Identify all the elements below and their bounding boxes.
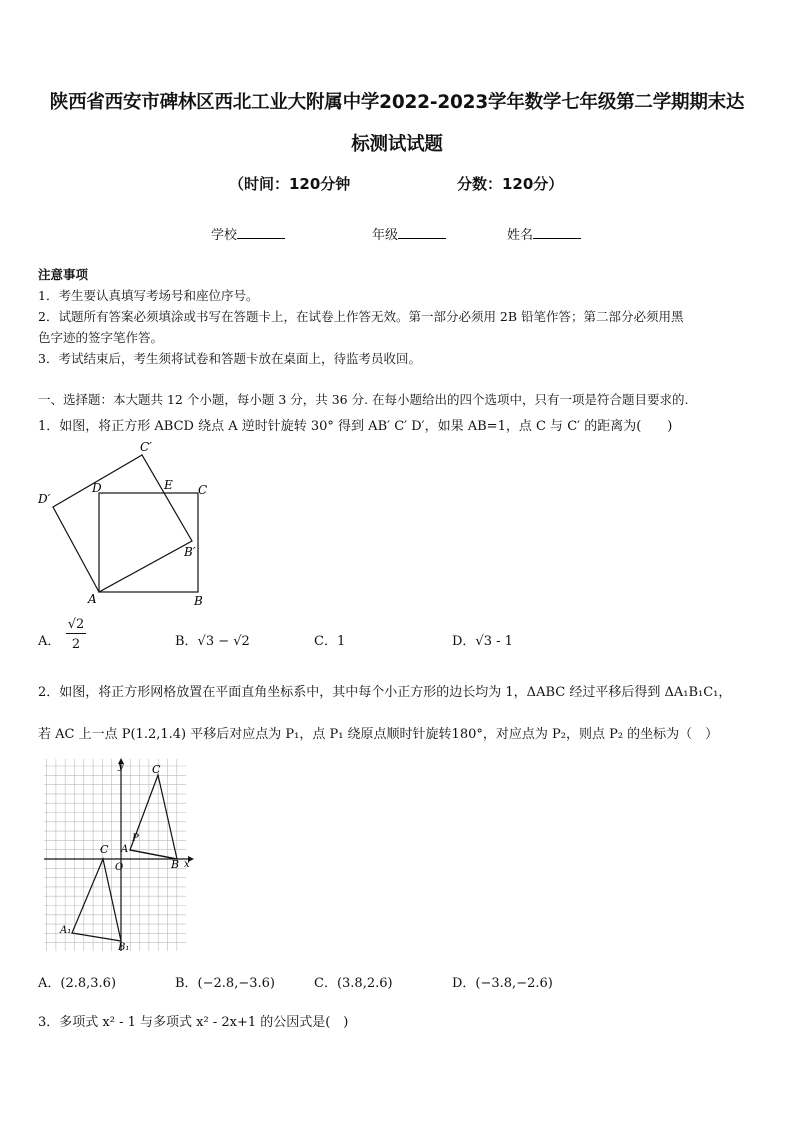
q1-option-d[interactable]: D．√3 - 1 — [452, 634, 513, 649]
name-label: 姓名 — [507, 228, 534, 243]
option-letter: A． — [38, 634, 61, 649]
label-c: C — [152, 763, 161, 776]
label-e: E — [164, 478, 173, 492]
grid-lines — [44, 759, 186, 951]
section-heading: 一、选择题：本大题共 12 个小题，每小题 3 分，共 36 分. 在每小题给出的四个选项中，只有一项是符合题目要求的. — [38, 392, 689, 407]
q1-option-c[interactable]: C．1 — [314, 634, 346, 649]
square-ab1c1d1 — [53, 455, 192, 592]
q1-option-a-fraction — [66, 617, 86, 652]
label-a1: A₁ — [60, 925, 72, 936]
label-b: B — [171, 858, 180, 871]
q2-figure — [40, 755, 195, 955]
q1-figure — [36, 438, 226, 613]
fraction-numerator: √2 — [67, 617, 85, 632]
grade-label: 年级 — [372, 228, 399, 243]
question-3-stem: 3．多项式 x² - 1 与多项式 x² - 2x+1 的公因式是( ) — [38, 1015, 349, 1030]
label-x: x — [184, 859, 190, 870]
label-o: O — [115, 862, 124, 873]
name-field[interactable] — [507, 224, 581, 243]
note-item: 3．考试结束后，考生须将试卷和答题卡放在桌面上，待监考员收回。 — [38, 351, 421, 366]
side-ab — [130, 850, 177, 859]
triangle-a1b1c1 — [72, 859, 124, 941]
label-d-prime: D′ — [38, 492, 51, 506]
fraction-denominator: 2 — [71, 637, 81, 652]
q2-option-d[interactable]: D．(−3.8,−2.6) — [452, 976, 553, 991]
label-c1: C — [100, 843, 109, 856]
square-abcd — [99, 493, 198, 592]
label-b-prime: B′ — [184, 545, 196, 559]
name-blank[interactable] — [533, 226, 581, 239]
page-title: 陕西省西安市碑林区西北工业大附属中学2022-2023学年数学七年级第二学期期末达 — [49, 92, 745, 113]
label-b: B — [194, 594, 203, 608]
label-p: P — [132, 833, 139, 844]
question-2-stem-cont: 若 AC 上一点 P(1.2,1.4) 平移后对应点为 P₁，点 P₁ 绕原点顺时针旋转180°，对应点为 P₂，则点 P₂ 的坐标为（ ） — [38, 727, 719, 742]
label-b1: B₁ — [118, 942, 130, 953]
label-c-prime: C′ — [140, 440, 152, 454]
label-d: D — [92, 481, 102, 495]
q1-option-a[interactable] — [38, 630, 60, 649]
label-c: C — [198, 483, 208, 497]
exam-score: 分数：120分） — [457, 175, 564, 193]
q2-option-a[interactable]: A．(2.8,3.6) — [38, 976, 117, 991]
note-item: 2．试题所有答案必须填涂或书写在答题卡上，在试卷上作答无效。第一部分必须用 2B 铅笔作答；第二部分必须用黑 — [38, 309, 684, 324]
question-2-stem: 2．如图，将正方形网格放置在平面直角坐标系中，其中每个小正方形的边长均为 1，ΔABC 经过平移后得到 ΔA₁B₁C₁， — [38, 685, 732, 700]
notes-heading: 注意事项 — [38, 267, 89, 282]
school-label: 学校 — [211, 228, 238, 243]
page-title-cont: 标测试试题 — [351, 134, 443, 155]
school-blank[interactable] — [237, 226, 285, 239]
exam-time: （时间：120分钟 — [229, 175, 351, 193]
label-a: A — [88, 592, 97, 606]
q1-option-b[interactable]: B．√3 − √2 — [175, 634, 250, 649]
grade-blank[interactable] — [398, 226, 446, 239]
label-y: y — [118, 761, 124, 772]
q2-option-b[interactable]: B．(−2.8,−3.6) — [175, 976, 275, 991]
label-a: A — [121, 844, 129, 855]
question-1-stem: 1．如图，将正方形 ABCD 绕点 A 逆时针旋转 30° 得到 AB′ C′ D′，如果 AB=1，点 C 与 C′ 的距离为( ) — [38, 419, 673, 434]
note-item: 1．考生要认真填写考场号和座位序号。 — [38, 288, 259, 303]
triangle-abc — [130, 775, 177, 859]
note-item: 色字迹的签字笔作答。 — [38, 330, 164, 345]
q2-option-c[interactable]: C．(3.8,2.6) — [314, 976, 393, 991]
school-field[interactable] — [211, 224, 285, 243]
grade-field[interactable] — [372, 224, 446, 243]
